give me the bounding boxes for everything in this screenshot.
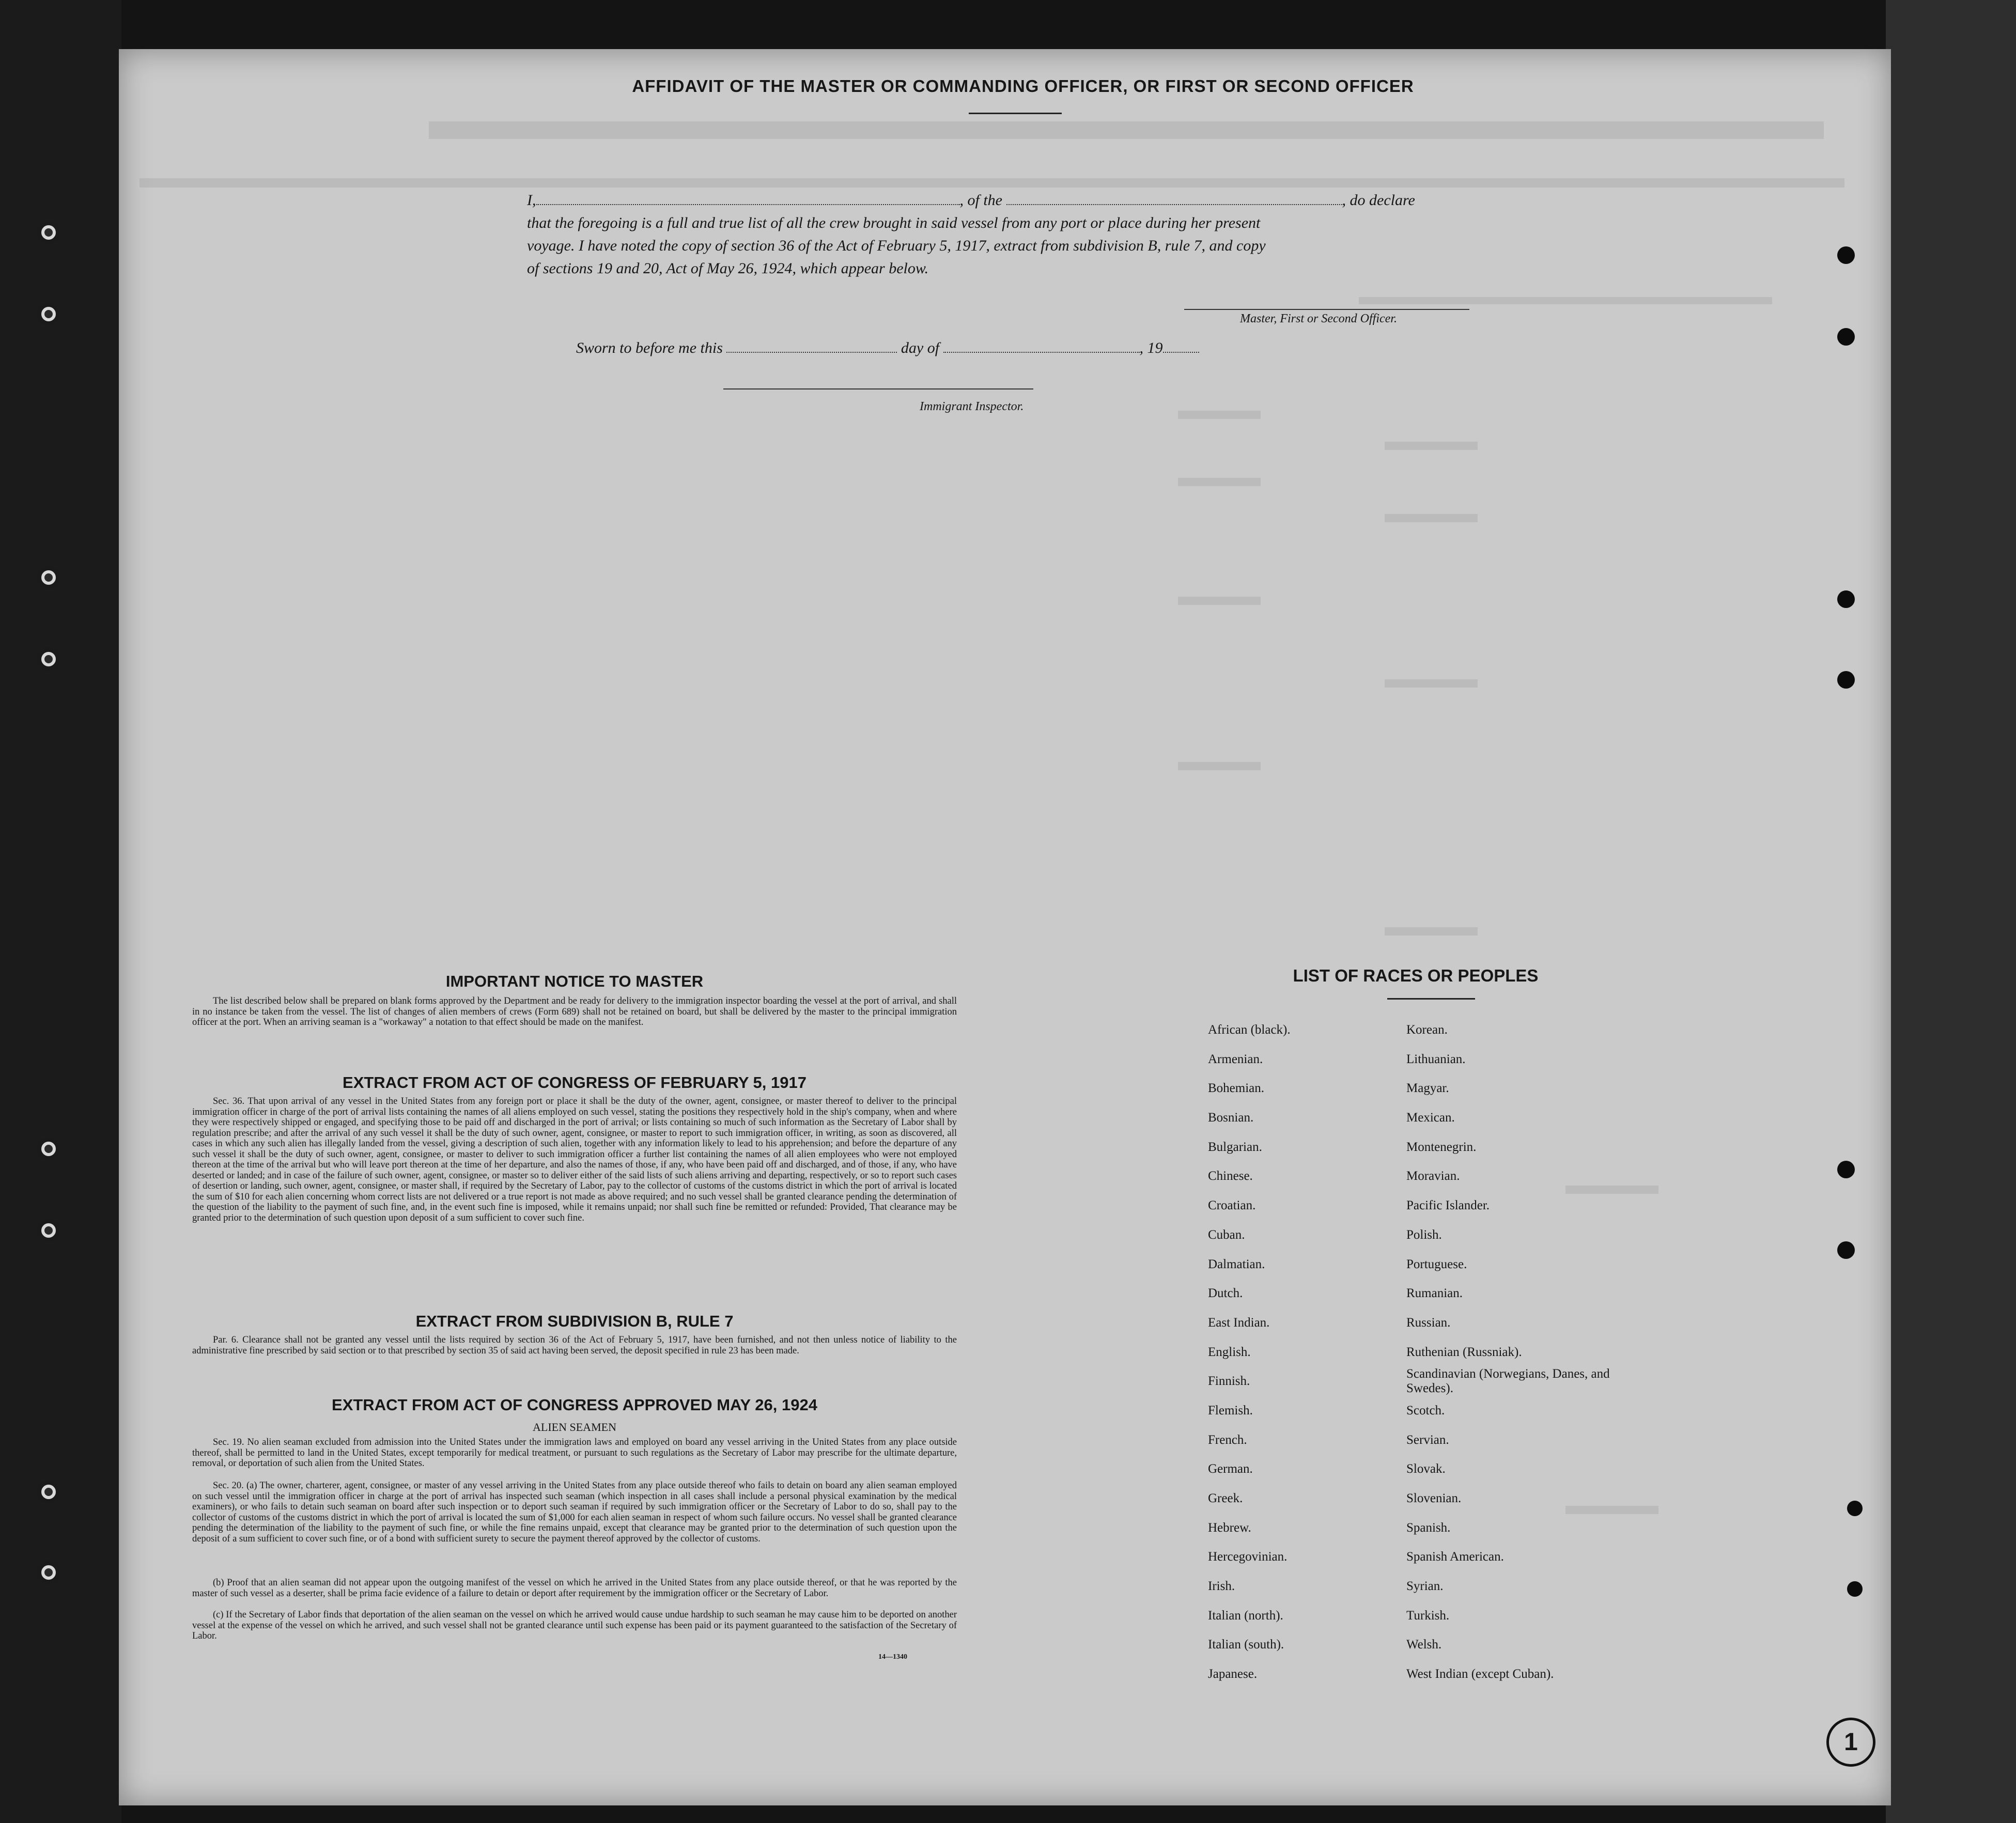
- extract-1924-title: EXTRACT FROM ACT OF CONGRESS APPROVED MAY 26, 1924: [332, 1396, 817, 1414]
- binder-ring: [37, 221, 60, 244]
- binder-ring: [37, 1561, 60, 1584]
- race-item: West Indian (except Cuban).: [1406, 1667, 1554, 1681]
- punch-hole: [1837, 1241, 1855, 1259]
- master-signature-line[interactable]: [1184, 309, 1469, 310]
- race-item: Bohemian.: [1208, 1081, 1265, 1096]
- race-item: Bosnian.: [1208, 1111, 1254, 1125]
- punch-hole: [1837, 671, 1855, 689]
- name-blank[interactable]: [536, 191, 960, 205]
- declaration-do-declare: , do declare: [1342, 192, 1415, 209]
- race-item: Spanish.: [1406, 1520, 1451, 1535]
- race-item: Dutch.: [1208, 1286, 1243, 1301]
- race-item: Moravian.: [1406, 1169, 1460, 1183]
- page-number-badge: 1: [1826, 1718, 1875, 1767]
- race-item: Italian (north).: [1208, 1608, 1283, 1623]
- race-item: Dalmatian.: [1208, 1257, 1265, 1271]
- day-blank[interactable]: [726, 338, 897, 353]
- affidavit-title: AFFIDAVIT OF THE MASTER OR COMMANDING OFFICER, OR FIRST OR SECOND OFFICER: [632, 76, 1414, 96]
- binder-ring: [37, 1219, 60, 1242]
- races-column-a: [1208, 1016, 1394, 1689]
- extract-1917-title: EXTRACT FROM ACT OF CONGRESS OF FEBRUARY 5, 1917: [343, 1073, 807, 1092]
- binder-ring: [37, 566, 60, 589]
- month-blank[interactable]: [943, 338, 1140, 353]
- race-item: Turkish.: [1406, 1608, 1450, 1623]
- race-item: Finnish.: [1208, 1374, 1250, 1389]
- race-item: Greek.: [1208, 1491, 1243, 1505]
- notice-title: IMPORTANT NOTICE TO MASTER: [445, 972, 704, 990]
- title-rule: [969, 113, 1062, 114]
- race-item: Russian.: [1406, 1315, 1451, 1330]
- binder-ring: [37, 1138, 60, 1160]
- sworn-text: Sworn to before me this: [576, 339, 723, 356]
- races-rule: [1387, 998, 1475, 1000]
- extract-1917-body: Sec. 36. That upon arrival of any vessel in the United States from any foreign port or place it shall be the duty of the owner, agent, consignee, or master thereof to deliver to the principal immigration officer in charge of the port of arrival lists containing the names of all aliens employed on such vessel, stating the positions they respectively hold in the ship's company, when and where they were respectively shipped or engaged, and specifying those to be paid off and discharged in the port of arrival; or lists containing so much of such information as the Secretary of Labor shall by regulation prescribe; and after the arrival of any such vessel it shall be the duty of such owner, agent, consignee, or master to report to such immigration officer, in writing, as soon as discovered, all cases in which any such alien has illegally landed from the vessel, giving a description of such alien, together with any information likely to lead to his apprehension; and before the departure of any such vessel it shall be the duty of such owner, agent, consignee, or master to deliver to such immigration officer a further list containing the names of all alien employees who were not employed thereon at the time of the arrival but who will leave port thereon at the time of her departure, and also the names of those, if any, who have been paid off and discharged, and of those, if any, who have deserted or landed; and in case of the failure of such owner, agent, consignee, or master so to deliver either of the said lists of such aliens arriving and departing, respectively, or so to report such cases of desertion or landing, such owner, agent, consignee, or master shall, if required by the Secretary of Labor, pay to the collector of customs of the customs district in which the port of arrival is located the sum of $10 for each alien concerning whom correct lists are not delivered or a true report is not made as above required; and no such vessel shall be granted clearance pending the determination of the question of the liability to the payment of such fine, and, in the event such fine is imposed, while it remains unpaid; nor shall such fine be remitted or refunded: Provided, That clearance may be granted prior to the determination of such question upon deposit of a sum sufficient to cover such fine.: [192, 1096, 957, 1223]
- inspector-label: Immigrant Inspector.: [920, 400, 1024, 413]
- race-item: Croatian.: [1208, 1198, 1256, 1213]
- race-item: French.: [1208, 1432, 1247, 1447]
- race-item: Mexican.: [1406, 1111, 1455, 1125]
- race-item: Flemish.: [1208, 1403, 1253, 1417]
- race-item: Scandinavian (Norwegians, Danes, and Swedes).: [1406, 1367, 1610, 1396]
- sec20b-body: (b) Proof that an alien seaman did not appear upon the outgoing manifest of the vessel on which he arrived in the United States from any place outside thereof, or that he was reported by the master of such vessel as a deserter, shall be prima facie evidence of a failure to detain or deport after requirement by the immigration officer or the Secretary of Labor.: [192, 1578, 957, 1599]
- extract-rule7-body: Par. 6. Clearance shall not be granted any vessel until the lists required by section 36 of the Act of February 5, 1917, have been furnished, and not then unless notice of liability to the administrative fine prescribed by said section or to that prescribed by section 35 of said act having been served, the deposit specified in rule 23 has been made.: [192, 1335, 957, 1356]
- race-item: African (black).: [1208, 1023, 1291, 1037]
- punch-hole: [1837, 590, 1855, 608]
- race-item: Italian (south).: [1208, 1638, 1284, 1652]
- race-item: Portuguese.: [1406, 1257, 1467, 1271]
- race-item: Servian.: [1406, 1432, 1449, 1447]
- race-item: Polish.: [1406, 1227, 1442, 1242]
- declaration-line-4: of sections 19 and 20, Act of May 26, 1924, which appear below.: [527, 260, 929, 277]
- race-item: Spanish American.: [1406, 1550, 1504, 1564]
- race-item: German.: [1208, 1462, 1253, 1476]
- race-item: Magyar.: [1406, 1081, 1449, 1096]
- race-item: Cuban.: [1208, 1227, 1245, 1242]
- vessel-blank[interactable]: [1006, 191, 1342, 205]
- form-number: 14—1340: [878, 1653, 907, 1661]
- race-item: Lithuanian.: [1406, 1052, 1466, 1066]
- punch-hole: [1837, 246, 1855, 264]
- race-item: Bulgarian.: [1208, 1140, 1262, 1154]
- race-item: Rumanian.: [1406, 1286, 1463, 1301]
- race-item: Korean.: [1406, 1023, 1448, 1037]
- races-column-b: [1406, 1016, 1634, 1689]
- race-item: Armenian.: [1208, 1052, 1263, 1066]
- year-blank[interactable]: [1163, 338, 1199, 353]
- race-item: English.: [1208, 1345, 1251, 1359]
- declaration-line-3: voyage. I have noted the copy of section 36 of the Act of February 5, 1917, extract from subdivision B, rule 7, and copy: [527, 237, 1266, 254]
- declaration-of-the: , of the: [959, 192, 1002, 209]
- inspector-signature-line[interactable]: [723, 388, 1033, 389]
- extract-1924-subtitle: ALIEN SEAMEN: [533, 1421, 616, 1434]
- declaration-line-1: [527, 189, 1498, 212]
- declaration-line-2: that the foregoing is a full and true list of all the crew brought in said vessel from any port or place during her present: [527, 214, 1261, 231]
- sworn-year: , 19: [1139, 339, 1163, 356]
- race-item: Slovenian.: [1406, 1491, 1462, 1505]
- race-item: East Indian.: [1208, 1315, 1270, 1330]
- binder-ring: [37, 1481, 60, 1503]
- punch-hole: [1837, 328, 1855, 346]
- punch-hole: [1847, 1501, 1863, 1516]
- race-item: Montenegrin.: [1406, 1140, 1477, 1154]
- race-item: Ruthenian (Russniak).: [1406, 1345, 1522, 1359]
- race-item: Chinese.: [1208, 1169, 1253, 1183]
- race-item: Irish.: [1208, 1579, 1235, 1594]
- race-item: Slovak.: [1406, 1462, 1446, 1476]
- sworn-line: [576, 337, 1547, 360]
- sworn-day-of: day of: [901, 339, 940, 356]
- race-item: Scotch.: [1406, 1403, 1445, 1417]
- master-label: Master, First or Second Officer.: [1240, 312, 1397, 325]
- extract-rule7-title: EXTRACT FROM SUBDIVISION B, RULE 7: [415, 1312, 734, 1330]
- binder-ring: [37, 648, 60, 671]
- races-title: LIST OF RACES OR PEOPLES: [1293, 966, 1539, 985]
- scan-background: [1886, 0, 2016, 1823]
- race-item: Hebrew.: [1208, 1520, 1251, 1535]
- sec19-body: Sec. 19. No alien seaman excluded from admission into the United States under the immigration laws and employed on board any vessel arriving in the United States from any place outside thereof, shall be permitted to land in the United States, except temporarily for medical treatment, or pursuant to such regulations as the Secretary of Labor may prescribe for the ultimate departure, removal, or deportation of such alien from the United States.: [192, 1437, 957, 1469]
- declaration-i: I,: [527, 192, 536, 209]
- sec20c-body: (c) If the Secretary of Labor finds that deportation of the alien seaman on the vessel on which he arrived would cause undue hardship to such seaman he may cause him to be deported on another vessel at the expense of the vessel on which he arrived, and such vessel shall not be granted clearance until such expense has been paid or its payment guaranteed to the satisfaction of the Secretary of Labor.: [192, 1610, 957, 1641]
- race-item: Welsh.: [1406, 1638, 1442, 1652]
- race-item: Japanese.: [1208, 1667, 1258, 1681]
- punch-hole: [1837, 1161, 1855, 1178]
- binder-strip: [0, 0, 121, 1823]
- sec20a-body: Sec. 20. (a) The owner, charterer, agent, consignee, or master of any vessel arriving in the United States from any place outside thereof who fails to detain on board any alien seaman employed on such vessel until the immigration officer in charge at the port of arrival has inspected such seaman (which inspection in all cases shall include a personal physical examination by the medical examiners), or who fails to detain such seaman on board after such inspection or to deport such seaman if required by such immigration officer or the Secretary of Labor to do so, shall pay to the collector of customs of the customs district in which the port of arrival is located the sum of $1,000 for each alien seaman in respect of whom such failure occurs. No vessel shall be granted clearance pending the determination of the liability to the payment of such fine, or while the fine remains unpaid, except that clearance may be granted prior to the determination of such question upon the deposit of a sum sufficient to cover such fine, or of a bond with sufficient surety to secure the payment thereof approved by the collector of customs.: [192, 1481, 957, 1544]
- race-item: Hercegovinian.: [1208, 1550, 1288, 1564]
- punch-hole: [1847, 1581, 1863, 1597]
- notice-body: The list described below shall be prepared on blank forms approved by the Department and be ready for delivery to the immigration inspector boarding the vessel at the port of arrival, and shall in no instance be taken from the vessel. The list of changes of alien members of crews (Form 689) shall not be retained on board, but shall be delivered by the master to the principal immigration officer at the port. When an arriving seaman is a "workaway" a notation to that effect should be made on the manifest.: [192, 996, 957, 1027]
- binder-ring: [37, 303, 60, 325]
- race-item: Syrian.: [1406, 1579, 1444, 1594]
- race-item: Pacific Islander.: [1406, 1198, 1490, 1213]
